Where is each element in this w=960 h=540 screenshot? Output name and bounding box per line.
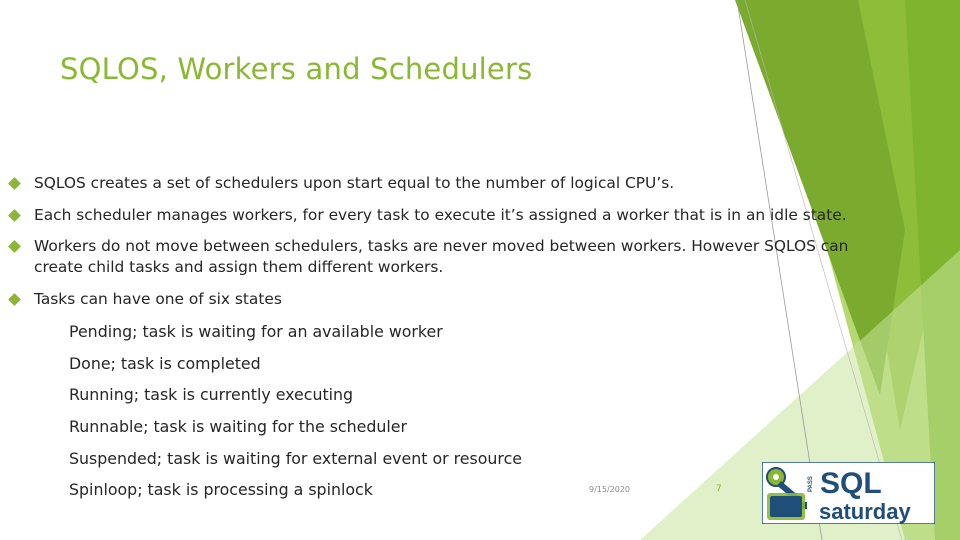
pass-label: PASS xyxy=(808,476,814,492)
footer-date: 9/15/2020 xyxy=(589,485,631,494)
diamond-bullet-icon xyxy=(8,240,21,253)
sub-bullet-item xyxy=(45,479,565,500)
bullet-item xyxy=(10,173,890,194)
sub-bullet-text: Done; task is completed xyxy=(69,353,261,373)
saturday-label: saturday xyxy=(819,499,911,524)
slide-title: SQLOS, Workers and Schedulers xyxy=(60,52,533,86)
sql-label: SQL xyxy=(820,467,882,500)
sub-bullet-item xyxy=(45,353,565,374)
sub-bullet-text: Pending; task is waiting for an available worker xyxy=(69,322,443,341)
sub-bullet-text: Runnable; task is waiting for the scheduler xyxy=(69,417,407,437)
bullet-item xyxy=(10,289,890,310)
sub-bullet-item xyxy=(45,384,565,405)
bullet-item xyxy=(10,205,890,226)
sub-bullet-item xyxy=(45,321,565,342)
sub-bullet-text: Suspended; task is waiting for external event or resource xyxy=(69,448,522,468)
bullet-text: Tasks can have one of six states xyxy=(34,289,282,308)
bullet-item xyxy=(10,236,890,278)
slide-number: 7 xyxy=(716,484,722,494)
bullet-list xyxy=(10,173,890,320)
sql-saturday-logo xyxy=(762,462,935,524)
sub-bullet-text: Running; task is currently executing xyxy=(69,385,354,405)
bullet-text: SQLOS creates a set of schedulers upon start equal to the number of logical CPU’s. xyxy=(34,174,675,192)
sub-bullet-item xyxy=(45,448,565,469)
bullet-text: Each scheduler manages workers, for every task to execute it’s assigned a worker that is in an idle state. xyxy=(34,205,847,224)
bullet-text: Workers do not move between schedulers, tasks are never moved between workers. However SQLOS can create child tasks and assign them different workers. xyxy=(34,237,849,276)
diamond-bullet-icon xyxy=(8,177,21,190)
sub-bullet-item xyxy=(45,416,565,437)
sub-bullet-text: Spinloop; task is processing a spinlock xyxy=(69,480,373,500)
diamond-bullet-icon xyxy=(8,293,21,306)
sub-bullet-list xyxy=(45,321,565,511)
diamond-bullet-icon xyxy=(8,209,21,222)
